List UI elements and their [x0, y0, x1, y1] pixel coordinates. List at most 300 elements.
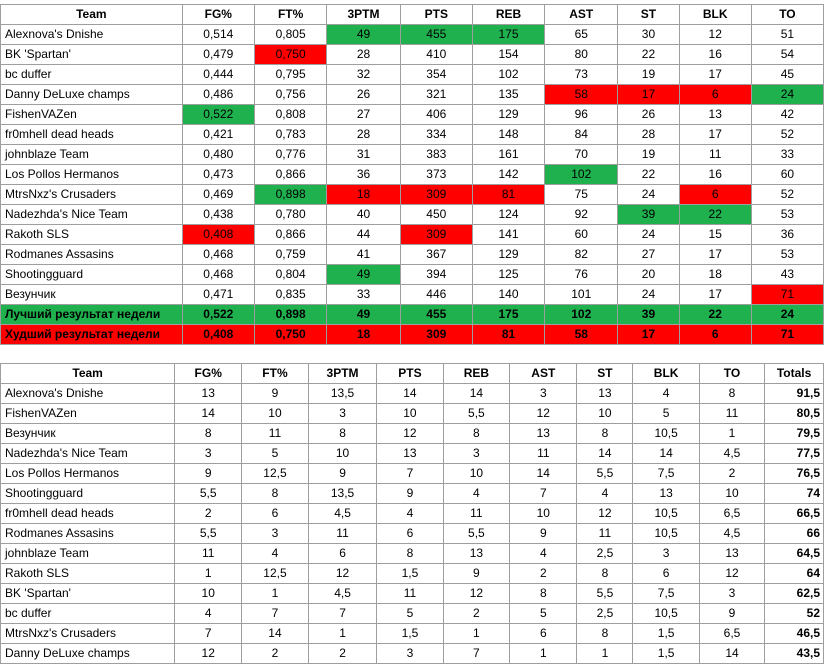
points-cell[interactable]: 11	[377, 584, 443, 604]
stat-cell[interactable]: 17	[618, 85, 679, 105]
points-cell[interactable]: 7	[175, 624, 242, 644]
points-cell[interactable]: 4	[443, 484, 510, 504]
header-cell[interactable]: 3PTM	[327, 5, 400, 25]
stat-cell[interactable]: 28	[618, 125, 679, 145]
stat-cell[interactable]: 20	[618, 265, 679, 285]
stat-cell[interactable]: 0,759	[254, 245, 326, 265]
team-name-cell[interactable]: Danny DeLuxe champs	[1, 644, 175, 664]
team-name-cell[interactable]: Alexnova's Dnishe	[1, 384, 175, 404]
stat-cell[interactable]: 52	[751, 185, 823, 205]
stat-cell[interactable]: 0,486	[182, 85, 254, 105]
stat-cell[interactable]: 96	[545, 105, 618, 125]
stat-cell[interactable]: 32	[327, 65, 400, 85]
points-cell[interactable]: 1,5	[633, 624, 700, 644]
best-result-cell[interactable]: 49	[327, 305, 400, 325]
points-cell[interactable]: 2	[175, 504, 242, 524]
best-result-cell[interactable]: 102	[545, 305, 618, 325]
team-name-cell[interactable]: Nadezhda's Nice Team	[1, 205, 183, 225]
stat-cell[interactable]: 0,783	[254, 125, 326, 145]
points-cell[interactable]: 1	[175, 564, 242, 584]
team-name-cell[interactable]: Rodmanes Assasins	[1, 524, 175, 544]
team-name-cell[interactable]: MtrsNxz's Crusaders	[1, 185, 183, 205]
points-cell[interactable]: 1	[577, 644, 633, 664]
stat-cell[interactable]: 0,408	[182, 225, 254, 245]
points-cell[interactable]: 13	[443, 544, 510, 564]
points-cell[interactable]: 1	[242, 584, 309, 604]
points-cell[interactable]: 12	[510, 404, 577, 424]
header-cell[interactable]: 3PTM	[308, 364, 377, 384]
points-cell[interactable]: 13	[510, 424, 577, 444]
points-cell[interactable]: 12,5	[242, 464, 309, 484]
header-cell[interactable]: REB	[443, 364, 510, 384]
points-cell[interactable]: 6	[377, 524, 443, 544]
stat-cell[interactable]: 36	[751, 225, 823, 245]
stat-cell[interactable]: 354	[400, 65, 472, 85]
stat-cell[interactable]: 13	[679, 105, 751, 125]
stat-cell[interactable]: 0,514	[182, 25, 254, 45]
points-cell[interactable]: 6	[633, 564, 700, 584]
worst-result-cell[interactable]: 6	[679, 325, 751, 345]
stat-cell[interactable]: 17	[679, 125, 751, 145]
header-cell[interactable]: TO	[699, 364, 764, 384]
stat-cell[interactable]: 26	[327, 85, 400, 105]
stat-cell[interactable]: 0,750	[254, 45, 326, 65]
stat-cell[interactable]: 22	[679, 205, 751, 225]
totals-cell[interactable]: 80,5	[765, 404, 824, 424]
best-result-cell[interactable]: 175	[472, 305, 544, 325]
points-cell[interactable]: 13,5	[308, 384, 377, 404]
points-cell[interactable]: 3	[308, 404, 377, 424]
stat-cell[interactable]: 53	[751, 245, 823, 265]
totals-cell[interactable]: 66	[765, 524, 824, 544]
team-name-cell[interactable]: Rakoth SLS	[1, 564, 175, 584]
points-cell[interactable]: 6	[510, 624, 577, 644]
stat-cell[interactable]: 446	[400, 285, 472, 305]
points-cell[interactable]: 4,5	[308, 584, 377, 604]
points-cell[interactable]: 5,5	[443, 524, 510, 544]
points-cell[interactable]: 14	[510, 464, 577, 484]
totals-cell[interactable]: 52	[765, 604, 824, 624]
header-cell[interactable]: PTS	[377, 364, 443, 384]
team-name-cell[interactable]: fr0mhell dead heads	[1, 125, 183, 145]
stat-cell[interactable]: 0,866	[254, 225, 326, 245]
points-cell[interactable]: 2,5	[577, 544, 633, 564]
team-name-cell[interactable]: BK 'Spartan'	[1, 45, 183, 65]
points-cell[interactable]: 8	[699, 384, 764, 404]
points-cell[interactable]: 6,5	[699, 624, 764, 644]
stat-cell[interactable]: 60	[751, 165, 823, 185]
worst-result-cell[interactable]: 309	[400, 325, 472, 345]
points-cell[interactable]: 8	[443, 424, 510, 444]
team-name-cell[interactable]: fr0mhell dead heads	[1, 504, 175, 524]
header-cell[interactable]: AST	[545, 5, 618, 25]
stat-cell[interactable]: 0,776	[254, 145, 326, 165]
points-cell[interactable]: 7	[510, 484, 577, 504]
stat-cell[interactable]: 44	[327, 225, 400, 245]
points-cell[interactable]: 8	[308, 424, 377, 444]
points-cell[interactable]: 9	[175, 464, 242, 484]
stat-cell[interactable]: 383	[400, 145, 472, 165]
stat-cell[interactable]: 41	[327, 245, 400, 265]
stat-cell[interactable]: 19	[618, 65, 679, 85]
points-cell[interactable]: 12,5	[242, 564, 309, 584]
totals-cell[interactable]: 74	[765, 484, 824, 504]
stat-cell[interactable]: 0,756	[254, 85, 326, 105]
stat-cell[interactable]: 394	[400, 265, 472, 285]
stat-cell[interactable]: 321	[400, 85, 472, 105]
points-cell[interactable]: 12	[443, 584, 510, 604]
points-cell[interactable]: 7	[377, 464, 443, 484]
stat-cell[interactable]: 58	[545, 85, 618, 105]
stat-cell[interactable]: 141	[472, 225, 544, 245]
stat-cell[interactable]: 455	[400, 25, 472, 45]
stat-cell[interactable]: 0,522	[182, 105, 254, 125]
points-cell[interactable]: 4	[577, 484, 633, 504]
stat-cell[interactable]: 19	[618, 145, 679, 165]
header-cell[interactable]: Totals	[765, 364, 824, 384]
team-name-cell[interactable]: Shootingguard	[1, 265, 183, 285]
stat-cell[interactable]: 102	[545, 165, 618, 185]
stat-cell[interactable]: 0,805	[254, 25, 326, 45]
stat-cell[interactable]: 27	[618, 245, 679, 265]
stat-cell[interactable]: 75	[545, 185, 618, 205]
stat-cell[interactable]: 18	[679, 265, 751, 285]
worst-result-label[interactable]: Худший результат недели	[1, 325, 183, 345]
points-cell[interactable]: 11	[577, 524, 633, 544]
stat-cell[interactable]: 0,471	[182, 285, 254, 305]
points-cell[interactable]: 3	[377, 644, 443, 664]
points-cell[interactable]: 9	[242, 384, 309, 404]
points-cell[interactable]: 6	[308, 544, 377, 564]
best-result-cell[interactable]: 22	[679, 305, 751, 325]
worst-result-cell[interactable]: 18	[327, 325, 400, 345]
stat-cell[interactable]: 0,804	[254, 265, 326, 285]
worst-result-cell[interactable]: 0,408	[182, 325, 254, 345]
points-cell[interactable]: 1	[510, 644, 577, 664]
team-name-cell[interactable]: Shootingguard	[1, 484, 175, 504]
stat-cell[interactable]: 0,468	[182, 265, 254, 285]
worst-result-cell[interactable]: 17	[618, 325, 679, 345]
stat-cell[interactable]: 24	[751, 85, 823, 105]
stat-cell[interactable]: 16	[679, 165, 751, 185]
header-cell[interactable]: PTS	[400, 5, 472, 25]
points-cell[interactable]: 1	[699, 424, 764, 444]
points-cell[interactable]: 13	[377, 444, 443, 464]
best-result-label[interactable]: Лучший результат недели	[1, 305, 183, 325]
stat-cell[interactable]: 0,480	[182, 145, 254, 165]
stat-cell[interactable]: 17	[679, 65, 751, 85]
points-cell[interactable]: 10	[242, 404, 309, 424]
best-result-cell[interactable]: 0,522	[182, 305, 254, 325]
points-cell[interactable]: 12	[377, 424, 443, 444]
stat-cell[interactable]: 373	[400, 165, 472, 185]
points-cell[interactable]: 8	[577, 564, 633, 584]
points-cell[interactable]: 2,5	[577, 604, 633, 624]
stat-cell[interactable]: 450	[400, 205, 472, 225]
stat-cell[interactable]: 175	[472, 25, 544, 45]
team-name-cell[interactable]: Los Pollos Hermanos	[1, 165, 183, 185]
points-cell[interactable]: 14	[633, 444, 700, 464]
points-cell[interactable]: 5,5	[443, 404, 510, 424]
points-cell[interactable]: 7,5	[633, 464, 700, 484]
team-name-cell[interactable]: Nadezhda's Nice Team	[1, 444, 175, 464]
worst-result-cell[interactable]: 71	[751, 325, 823, 345]
team-name-cell[interactable]: bc duffer	[1, 604, 175, 624]
points-cell[interactable]: 4,5	[699, 524, 764, 544]
stat-cell[interactable]: 92	[545, 205, 618, 225]
worst-result-cell[interactable]: 81	[472, 325, 544, 345]
header-cell[interactable]: Team	[1, 5, 183, 25]
stat-cell[interactable]: 6	[679, 85, 751, 105]
stat-cell[interactable]: 81	[472, 185, 544, 205]
points-cell[interactable]: 5	[242, 444, 309, 464]
stat-cell[interactable]: 30	[618, 25, 679, 45]
stat-cell[interactable]: 0,808	[254, 105, 326, 125]
points-cell[interactable]: 9	[377, 484, 443, 504]
stat-cell[interactable]: 54	[751, 45, 823, 65]
stat-cell[interactable]: 26	[618, 105, 679, 125]
points-cell[interactable]: 4	[633, 384, 700, 404]
stat-cell[interactable]: 161	[472, 145, 544, 165]
stat-cell[interactable]: 17	[679, 285, 751, 305]
points-cell[interactable]: 5	[510, 604, 577, 624]
points-cell[interactable]: 8	[577, 624, 633, 644]
totals-cell[interactable]: 64	[765, 564, 824, 584]
points-cell[interactable]: 5,5	[175, 524, 242, 544]
points-cell[interactable]: 5,5	[175, 484, 242, 504]
points-cell[interactable]: 1,5	[633, 644, 700, 664]
stat-cell[interactable]: 40	[327, 205, 400, 225]
stat-cell[interactable]: 42	[751, 105, 823, 125]
stat-cell[interactable]: 0,835	[254, 285, 326, 305]
stat-cell[interactable]: 0,421	[182, 125, 254, 145]
points-cell[interactable]: 10,5	[633, 524, 700, 544]
stat-cell[interactable]: 11	[679, 145, 751, 165]
points-cell[interactable]: 2	[308, 644, 377, 664]
stat-cell[interactable]: 0,438	[182, 205, 254, 225]
points-cell[interactable]: 10	[377, 404, 443, 424]
team-name-cell[interactable]: Rakoth SLS	[1, 225, 183, 245]
points-cell[interactable]: 3	[699, 584, 764, 604]
points-cell[interactable]: 10	[577, 404, 633, 424]
points-cell[interactable]: 3	[633, 544, 700, 564]
stat-cell[interactable]: 0,473	[182, 165, 254, 185]
stat-cell[interactable]: 49	[327, 25, 400, 45]
stat-cell[interactable]: 142	[472, 165, 544, 185]
points-cell[interactable]: 11	[308, 524, 377, 544]
header-cell[interactable]: TO	[751, 5, 823, 25]
points-cell[interactable]: 8	[377, 544, 443, 564]
stat-cell[interactable]: 0,444	[182, 65, 254, 85]
points-cell[interactable]: 11	[510, 444, 577, 464]
stat-cell[interactable]: 15	[679, 225, 751, 245]
points-cell[interactable]: 9	[443, 564, 510, 584]
points-cell[interactable]: 1,5	[377, 624, 443, 644]
points-cell[interactable]: 8	[510, 584, 577, 604]
stat-cell[interactable]: 36	[327, 165, 400, 185]
points-cell[interactable]: 4	[377, 504, 443, 524]
totals-cell[interactable]: 79,5	[765, 424, 824, 444]
totals-cell[interactable]: 76,5	[765, 464, 824, 484]
stat-cell[interactable]: 309	[400, 185, 472, 205]
points-cell[interactable]: 5,5	[577, 464, 633, 484]
stat-cell[interactable]: 80	[545, 45, 618, 65]
stat-cell[interactable]: 76	[545, 265, 618, 285]
totals-cell[interactable]: 62,5	[765, 584, 824, 604]
stat-cell[interactable]: 70	[545, 145, 618, 165]
points-cell[interactable]: 7	[443, 644, 510, 664]
points-cell[interactable]: 2	[510, 564, 577, 584]
team-name-cell[interactable]: johnblaze Team	[1, 544, 175, 564]
points-cell[interactable]: 13	[577, 384, 633, 404]
stat-cell[interactable]: 84	[545, 125, 618, 145]
stat-cell[interactable]: 49	[327, 265, 400, 285]
stat-cell[interactable]: 82	[545, 245, 618, 265]
stat-cell[interactable]: 60	[545, 225, 618, 245]
points-cell[interactable]: 2	[699, 464, 764, 484]
header-cell[interactable]: FT%	[242, 364, 309, 384]
stat-cell[interactable]: 140	[472, 285, 544, 305]
stat-cell[interactable]: 39	[618, 205, 679, 225]
points-cell[interactable]: 12	[577, 504, 633, 524]
stat-cell[interactable]: 45	[751, 65, 823, 85]
stat-cell[interactable]: 18	[327, 185, 400, 205]
totals-cell[interactable]: 91,5	[765, 384, 824, 404]
points-cell[interactable]: 8	[175, 424, 242, 444]
best-result-cell[interactable]: 455	[400, 305, 472, 325]
stat-cell[interactable]: 33	[751, 145, 823, 165]
stat-cell[interactable]: 71	[751, 285, 823, 305]
worst-result-cell[interactable]: 0,750	[254, 325, 326, 345]
points-cell[interactable]: 4	[510, 544, 577, 564]
points-cell[interactable]: 3	[443, 444, 510, 464]
stat-cell[interactable]: 22	[618, 45, 679, 65]
points-cell[interactable]: 14	[443, 384, 510, 404]
points-cell[interactable]: 13	[175, 384, 242, 404]
points-cell[interactable]: 9	[699, 604, 764, 624]
points-cell[interactable]: 7,5	[633, 584, 700, 604]
totals-cell[interactable]: 77,5	[765, 444, 824, 464]
stat-cell[interactable]: 12	[679, 25, 751, 45]
stat-cell[interactable]: 52	[751, 125, 823, 145]
stat-cell[interactable]: 0,469	[182, 185, 254, 205]
stat-cell[interactable]: 33	[327, 285, 400, 305]
stat-cell[interactable]: 406	[400, 105, 472, 125]
stat-cell[interactable]: 22	[618, 165, 679, 185]
stat-cell[interactable]: 0,795	[254, 65, 326, 85]
best-result-cell[interactable]: 39	[618, 305, 679, 325]
header-cell[interactable]: AST	[510, 364, 577, 384]
stat-cell[interactable]: 24	[618, 225, 679, 245]
points-cell[interactable]: 14	[175, 404, 242, 424]
points-cell[interactable]: 4,5	[699, 444, 764, 464]
best-result-cell[interactable]: 24	[751, 305, 823, 325]
stat-cell[interactable]: 101	[545, 285, 618, 305]
stat-cell[interactable]: 24	[618, 285, 679, 305]
points-cell[interactable]: 12	[699, 564, 764, 584]
stat-cell[interactable]: 28	[327, 125, 400, 145]
stat-cell[interactable]: 28	[327, 45, 400, 65]
points-cell[interactable]: 7	[308, 604, 377, 624]
header-cell[interactable]: REB	[472, 5, 544, 25]
stat-cell[interactable]: 124	[472, 205, 544, 225]
team-name-cell[interactable]: FishenVAZen	[1, 404, 175, 424]
stat-cell[interactable]: 24	[618, 185, 679, 205]
team-name-cell[interactable]: Везунчик	[1, 424, 175, 444]
stat-cell[interactable]: 0,866	[254, 165, 326, 185]
points-cell[interactable]: 6,5	[699, 504, 764, 524]
header-cell[interactable]: FG%	[182, 5, 254, 25]
team-name-cell[interactable]: Alexnova's Dnishe	[1, 25, 183, 45]
points-cell[interactable]: 4	[242, 544, 309, 564]
points-cell[interactable]: 5,5	[577, 584, 633, 604]
totals-cell[interactable]: 64,5	[765, 544, 824, 564]
points-cell[interactable]: 10,5	[633, 424, 700, 444]
points-cell[interactable]: 11	[699, 404, 764, 424]
header-cell[interactable]: Team	[1, 364, 175, 384]
stat-cell[interactable]: 334	[400, 125, 472, 145]
stat-cell[interactable]: 31	[327, 145, 400, 165]
points-cell[interactable]: 5	[633, 404, 700, 424]
points-cell[interactable]: 7	[242, 604, 309, 624]
points-cell[interactable]: 3	[510, 384, 577, 404]
stat-cell[interactable]: 16	[679, 45, 751, 65]
points-cell[interactable]: 4	[175, 604, 242, 624]
stat-cell[interactable]: 0,468	[182, 245, 254, 265]
team-name-cell[interactable]: Danny DeLuxe champs	[1, 85, 183, 105]
team-name-cell[interactable]: bc duffer	[1, 65, 183, 85]
stat-cell[interactable]: 148	[472, 125, 544, 145]
stat-cell[interactable]: 53	[751, 205, 823, 225]
points-cell[interactable]: 14	[242, 624, 309, 644]
worst-result-cell[interactable]: 58	[545, 325, 618, 345]
stat-cell[interactable]: 6	[679, 185, 751, 205]
stat-cell[interactable]: 135	[472, 85, 544, 105]
points-cell[interactable]: 14	[577, 444, 633, 464]
header-cell[interactable]: FG%	[175, 364, 242, 384]
points-cell[interactable]: 1,5	[377, 564, 443, 584]
points-cell[interactable]: 10	[510, 504, 577, 524]
header-cell[interactable]: ST	[618, 5, 679, 25]
totals-cell[interactable]: 43,5	[765, 644, 824, 664]
stat-cell[interactable]: 129	[472, 245, 544, 265]
points-cell[interactable]: 12	[308, 564, 377, 584]
team-name-cell[interactable]: johnblaze Team	[1, 145, 183, 165]
stat-cell[interactable]: 27	[327, 105, 400, 125]
stat-cell[interactable]: 154	[472, 45, 544, 65]
stat-cell[interactable]: 309	[400, 225, 472, 245]
team-name-cell[interactable]: Los Pollos Hermanos	[1, 464, 175, 484]
points-cell[interactable]: 2	[443, 604, 510, 624]
points-cell[interactable]: 10,5	[633, 604, 700, 624]
points-cell[interactable]: 9	[510, 524, 577, 544]
team-name-cell[interactable]: Rodmanes Assasins	[1, 245, 183, 265]
header-cell[interactable]: BLK	[679, 5, 751, 25]
points-cell[interactable]: 9	[308, 464, 377, 484]
stat-cell[interactable]: 410	[400, 45, 472, 65]
stat-cell[interactable]: 17	[679, 245, 751, 265]
totals-cell[interactable]: 66,5	[765, 504, 824, 524]
points-cell[interactable]: 5	[377, 604, 443, 624]
best-result-cell[interactable]: 0,898	[254, 305, 326, 325]
team-name-cell[interactable]: Везунчик	[1, 285, 183, 305]
points-cell[interactable]: 4,5	[308, 504, 377, 524]
points-cell[interactable]: 1	[443, 624, 510, 644]
stat-cell[interactable]: 367	[400, 245, 472, 265]
team-name-cell[interactable]: BK 'Spartan'	[1, 584, 175, 604]
stat-cell[interactable]: 125	[472, 265, 544, 285]
header-cell[interactable]: FT%	[254, 5, 326, 25]
